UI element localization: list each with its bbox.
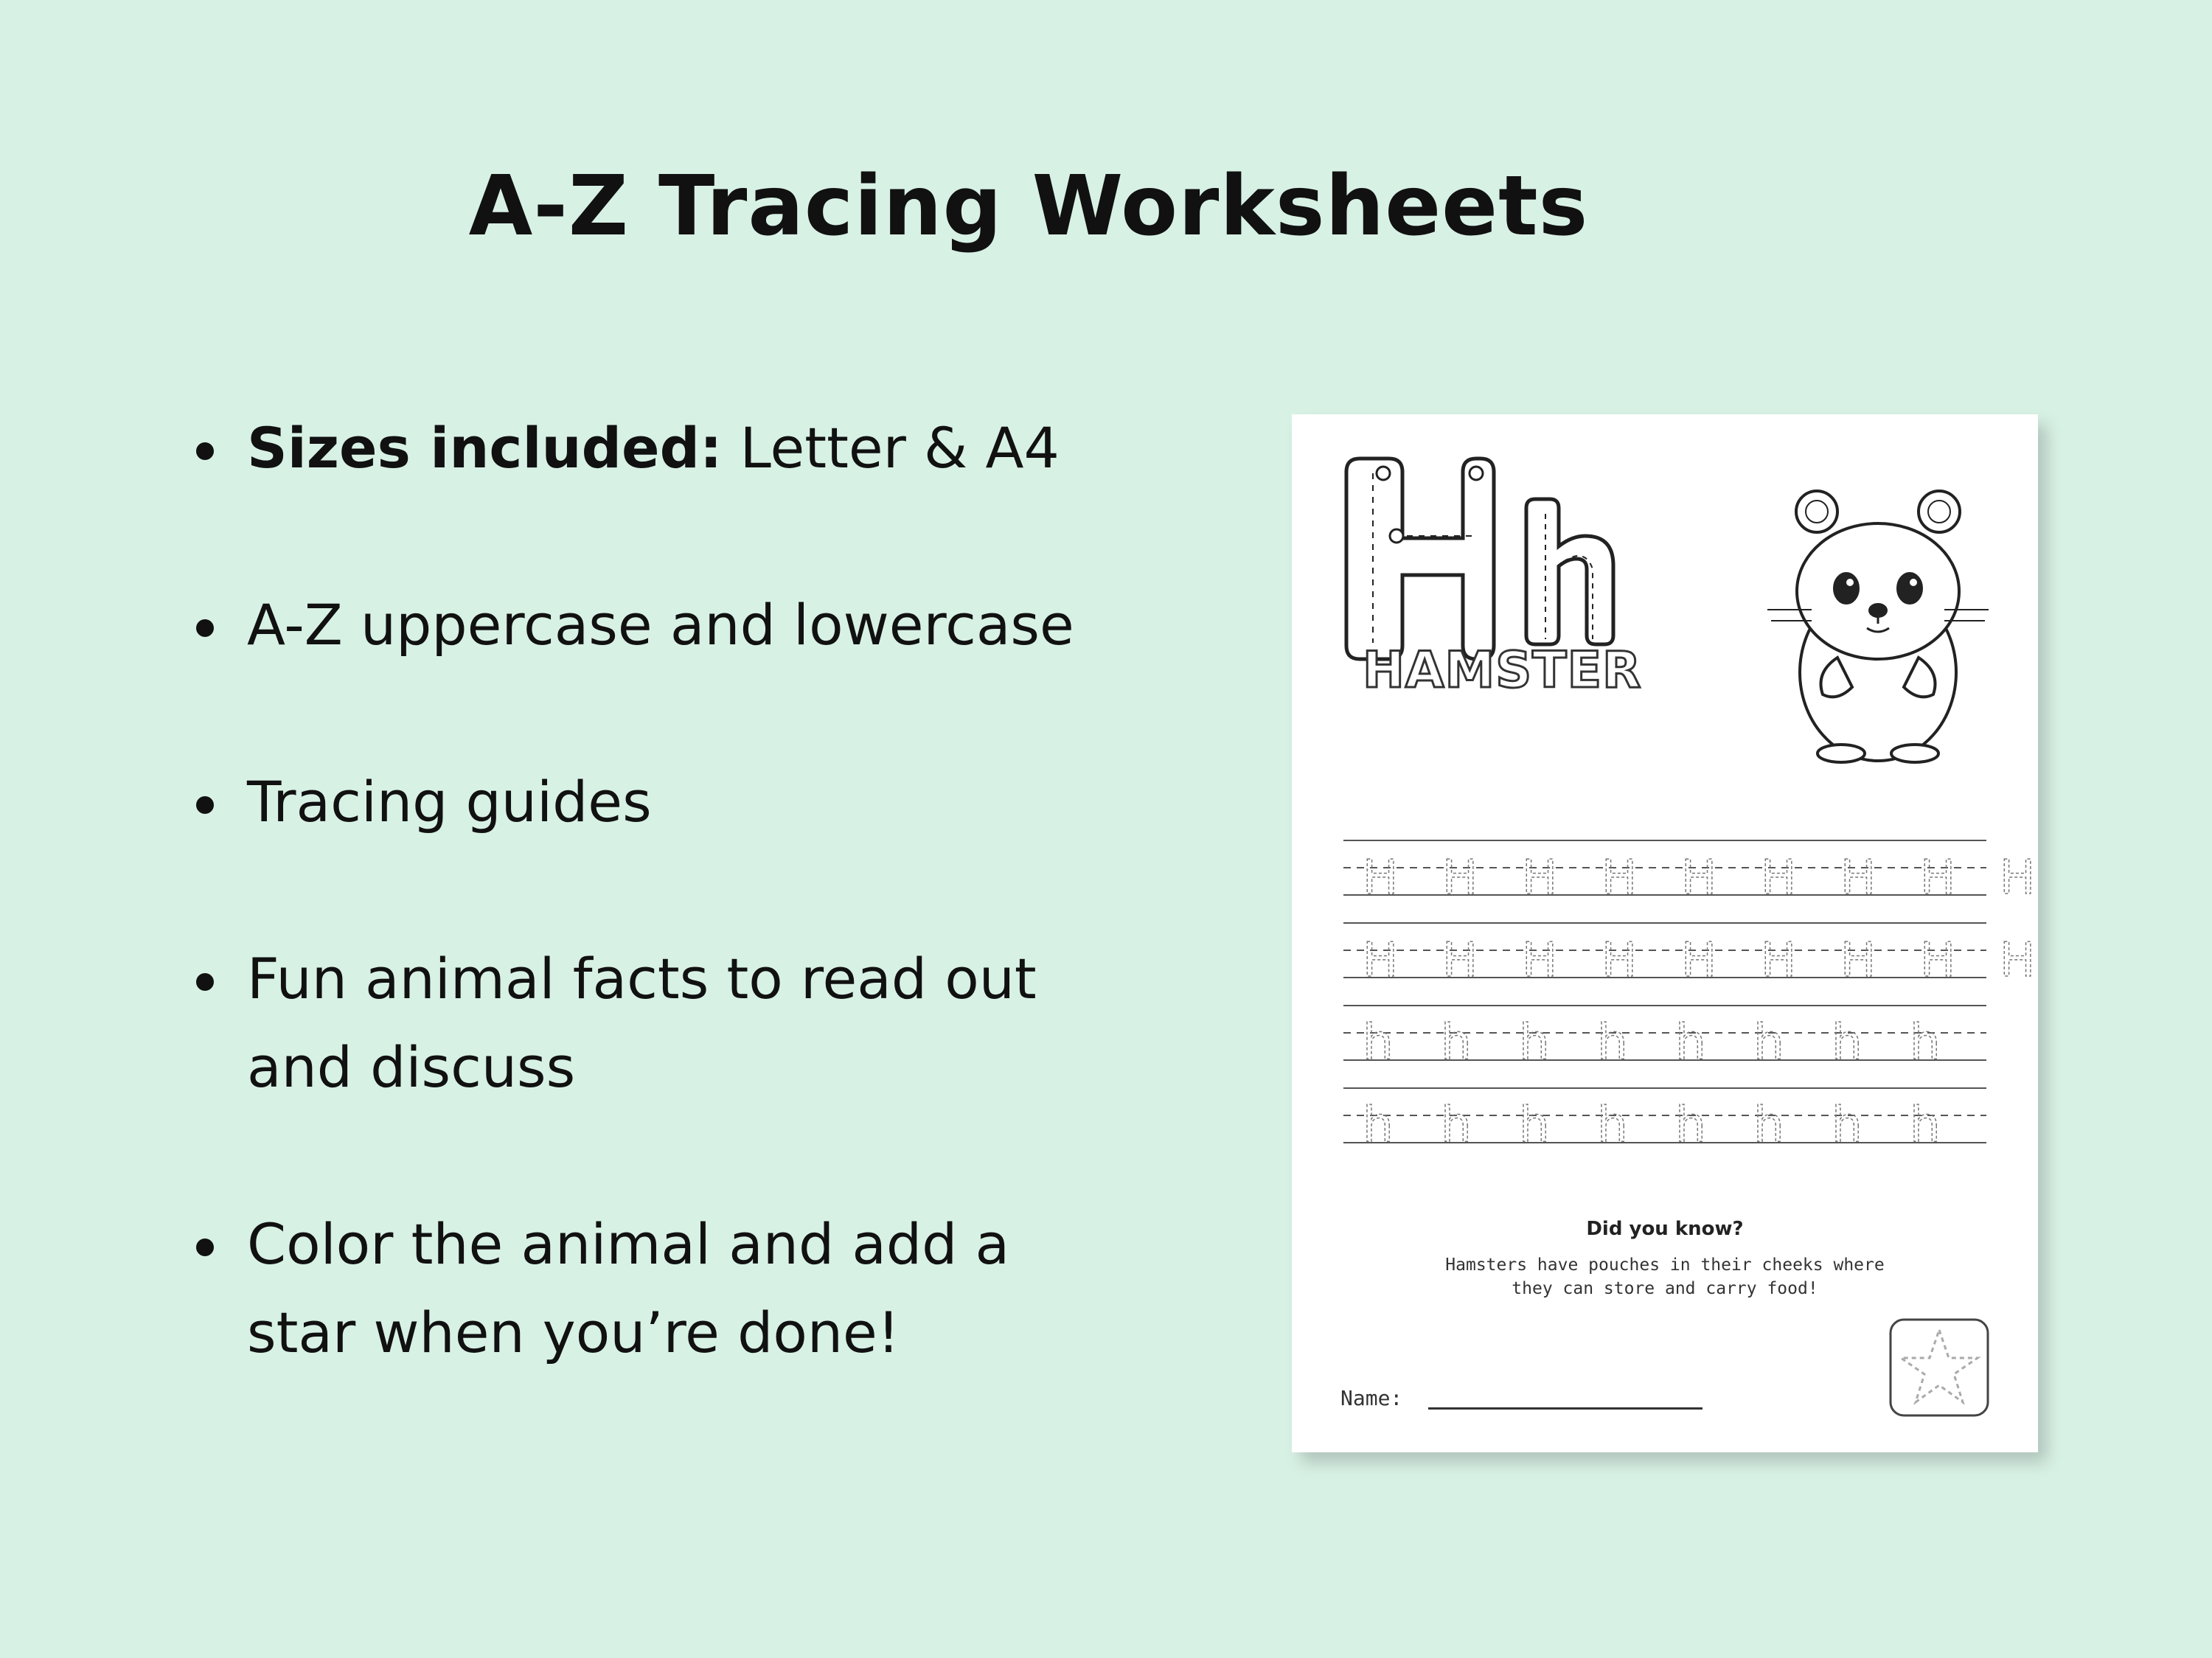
- stroke-order-markers: [1377, 467, 1483, 543]
- lowercase-letter-outline: [1526, 499, 1613, 644]
- trace-letter: H: [1681, 851, 1717, 905]
- trace-letter: H: [1840, 851, 1877, 905]
- trace-letter: H: [1920, 933, 1956, 988]
- feature-item-sizes: [184, 404, 1143, 492]
- name-label: Name:: [1340, 1386, 1403, 1410]
- trace-letter: H: [1442, 933, 1478, 988]
- trace-letter: H: [1761, 851, 1797, 905]
- feature-list: [184, 404, 1143, 1377]
- animal-word: HAMSTER: [1363, 641, 1642, 700]
- trace-letter: H: [1920, 851, 1956, 905]
- fact-text: Hamsters have pouches in their cheeks where they can store and carry food!: [1445, 1255, 1885, 1298]
- trace-letter: H: [1522, 851, 1558, 905]
- feature-text: Tracing guides: [247, 769, 652, 835]
- feature-text: A-Z uppercase and lowercase: [247, 592, 1074, 658]
- trace-letter: h: [1832, 1096, 1863, 1153]
- trace-letter: h: [1519, 1014, 1550, 1070]
- trace-letter: H: [1363, 851, 1399, 905]
- trace-letter: h: [1597, 1096, 1628, 1153]
- fact-title: Did you know?: [1586, 1218, 1744, 1240]
- trace-letter: h: [1832, 1014, 1863, 1070]
- page-title: [0, 159, 2212, 254]
- feature-item-color: [184, 1200, 1102, 1377]
- trace-letter: h: [1363, 1014, 1394, 1070]
- trace-letter: h: [1441, 1014, 1472, 1070]
- trace-letter: H: [2000, 933, 2036, 988]
- trace-letter: H: [2000, 851, 2036, 905]
- trace-letter: H: [1601, 933, 1638, 988]
- trace-letter: H: [1761, 933, 1797, 988]
- feature-label: Sizes included:: [247, 415, 723, 481]
- trace-letter: h: [1519, 1096, 1550, 1153]
- feature-item-guides: [184, 758, 1143, 846]
- trace-letter: H: [1442, 851, 1478, 905]
- trace-letter: h: [1910, 1014, 1941, 1070]
- star-box: [1891, 1320, 1988, 1415]
- trace-letters: [1363, 851, 2035, 1153]
- uppercase-letter-outline: [1346, 459, 1494, 659]
- tracing-lines: [1343, 840, 1986, 1143]
- worksheet-preview: [1292, 414, 2038, 1452]
- page-title-text: A-Z Tracing Worksheets: [468, 159, 1589, 254]
- trace-letter: h: [1753, 1096, 1784, 1153]
- trace-letter: H: [1601, 851, 1638, 905]
- feature-item-cases: [184, 581, 1143, 669]
- trace-letter: h: [1675, 1096, 1706, 1153]
- trace-letter: h: [1597, 1014, 1628, 1070]
- trace-letter: H: [1681, 933, 1717, 988]
- feature-text: Letter & A4: [722, 415, 1060, 481]
- trace-letter: h: [1753, 1014, 1784, 1070]
- trace-letter: h: [1675, 1014, 1706, 1070]
- trace-letter: h: [1910, 1096, 1941, 1153]
- feature-item-facts: [184, 935, 1102, 1112]
- trace-letter: H: [1840, 933, 1877, 988]
- trace-letter: H: [1363, 933, 1399, 988]
- feature-text: Fun animal facts to read out and discuss: [247, 946, 1037, 1100]
- trace-letter: h: [1441, 1096, 1472, 1153]
- hamster-icon: [1767, 491, 1989, 762]
- name-field[interactable]: [1428, 1407, 1703, 1410]
- feature-text: Color the animal and add a star when you’re done!: [247, 1211, 1010, 1365]
- trace-letter: H: [1522, 933, 1558, 988]
- trace-letter: h: [1363, 1096, 1394, 1153]
